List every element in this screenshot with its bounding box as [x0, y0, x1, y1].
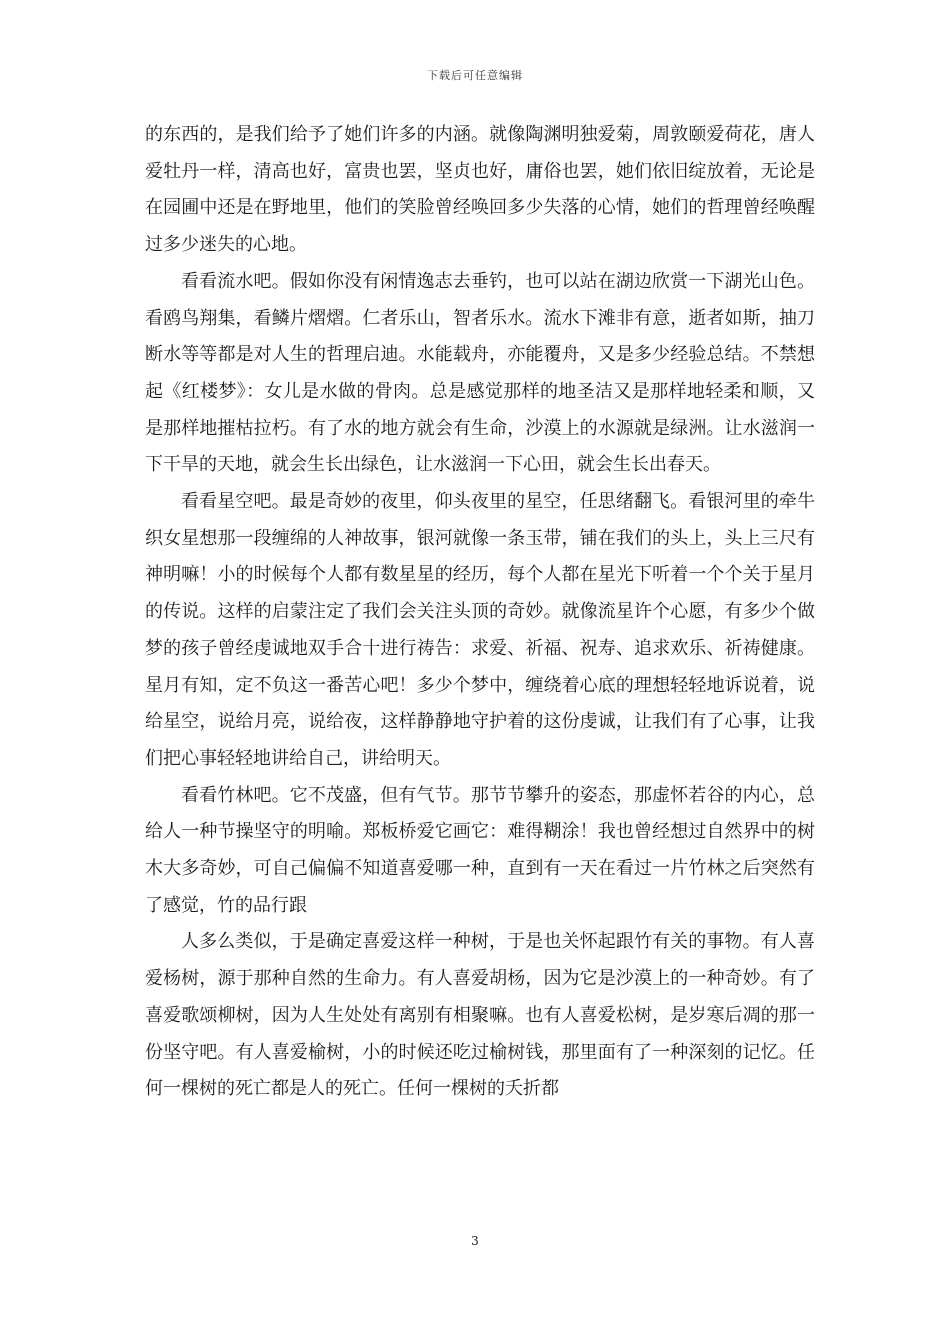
paragraph: 人多么类似，于是确定喜爱这样一种树，于是也关怀起跟竹有关的事物。有人喜爱杨树，源于那种自然的生命力。有人喜爱胡杨，因为它是沙漠上的一种奇妙。有了喜爱歌颂柳树，因为人生处处有离别有相聚嘛。也有人喜爱松树，是岁寒后凋的那一份坚守吧。有人喜爱榆树，小的时候还吃过榆树钱，那里面有了一种深刻的记忆。任何一棵树的死亡都是人的死亡。任何一棵树的夭折都: [145, 931, 815, 1100]
page-header: 下载后可任意编辑: [427, 69, 523, 82]
page-number: 3: [471, 1234, 479, 1248]
paragraph: 看看流水吧。假如你没有闲情逸志去垂钓，也可以站在湖边欣赏一下湖光山色。看鸥鸟翔集，看鳞片熠熠。仁者乐山，智者乐水。流水下滩非有意，逝者如斯，抽刀断水等等都是对人生的哲理启迪。水能载舟，亦能覆舟，又是多少经验总结。不禁想起《红楼梦》：女儿是水做的骨肉。总是感觉那样的地圣洁又是那样地轻柔和顺，又是那样地摧枯拉朽。有了水的地方就会有生命，沙漠上的水源就是绿洲。让水滋润一下干旱的天地，就会生长出绿色，让水滋润一下心田，就会生长出春天。: [145, 270, 815, 476]
document-body: [145, 117, 815, 1108]
paragraph: 看看竹林吧。它不茂盛，但有气节。那节节攀升的姿态，那虚怀若谷的内心，总给人一种节操坚守的明喻。郑板桥爱它画它：难得糊涂！我也曾经想过自然界中的树木大多奇妙，可自己偏偏不知道喜爱哪一种，直到有一天在看过一片竹林之后突然有了感觉，竹的品行跟: [145, 784, 815, 916]
paragraph: 看看星空吧。最是奇妙的夜里，仰头夜里的星空，任思绪翻飞。看银河里的牵牛织女星想那一段缠绵的人神故事，银河就像一条玉带，铺在我们的头上，头上三尺有神明嘛！小的时候每个人都有数星星的经历，每个人都在星光下听着一个个关于星月的传说。这样的启蒙注定了我们会关注头顶的奇妙。就像流星许个心愿，有多少个做梦的孩子曾经虔诚地双手合十进行祷告：求爱、祈福、祝寿、追求欢乐、祈祷健康。星月有知，定不负这一番苦心吧！多少个梦中，缠绕着心底的理想轻轻地诉说着，说给星空，说给月亮，说给夜，这样静静地守护着的这份虔诚，让我们有了心事，让我们把心事轻轻地讲给自己，讲给明天。: [145, 491, 815, 769]
paragraph: 的东西的，是我们给予了她们许多的内涵。就像陶渊明独爱菊，周敦颐爱荷花，唐人爱牡丹一样，清高也好，富贵也罢，坚贞也好，庸俗也罢，她们依旧绽放着，无论是在园圃中还是在野地里，他们的笑脸曾经唤回多少失落的心情，她们的哲理曾经唤醒过多少迷失的心地。: [145, 124, 815, 256]
